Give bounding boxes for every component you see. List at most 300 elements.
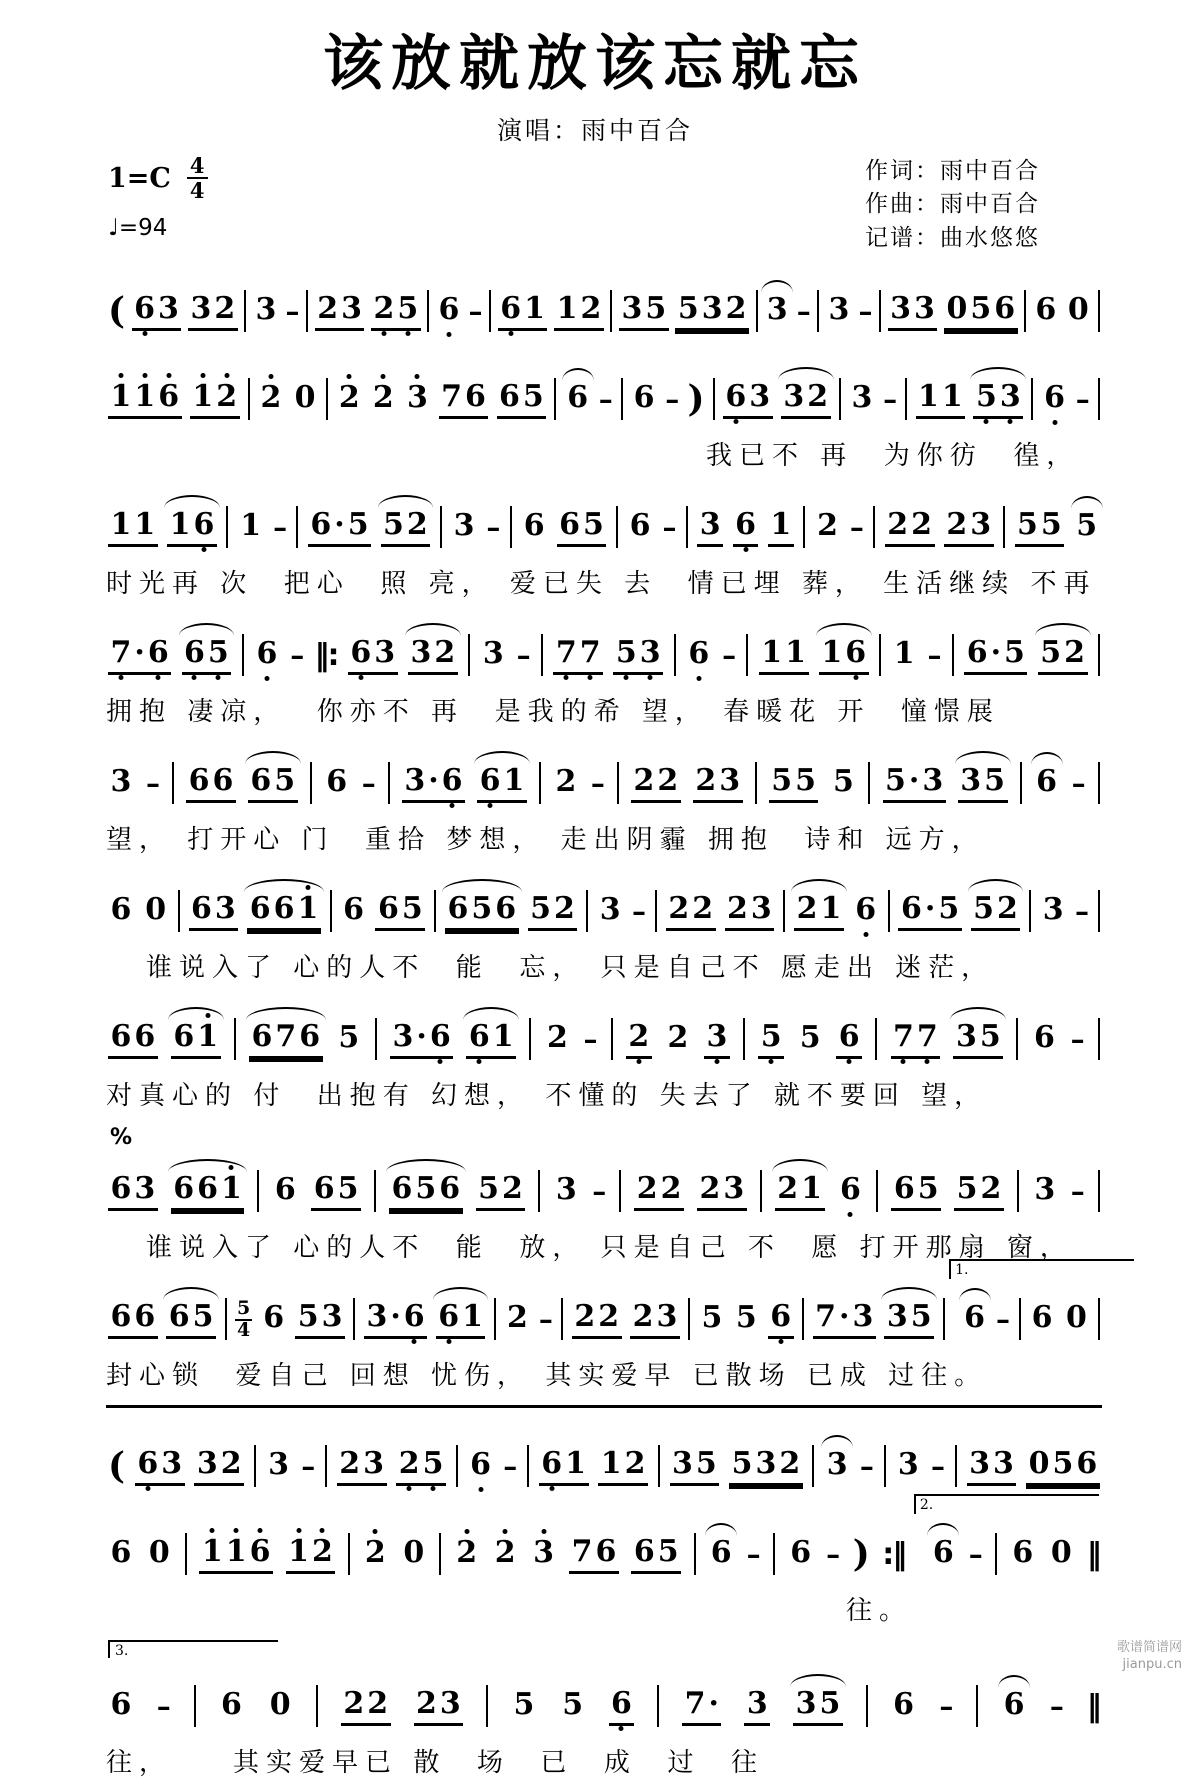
duration-dash: –: [516, 638, 531, 672]
note: 2: [624, 1445, 646, 1481]
note: 6: [438, 1298, 460, 1334]
note-group: [627, 509, 653, 545]
note-group: [686, 637, 712, 673]
note: 0: [1067, 292, 1089, 327]
note: 3: [699, 506, 721, 542]
note: 6: [273, 890, 295, 926]
note-group: [308, 508, 371, 547]
barline: [657, 1685, 659, 1727]
barline: [879, 290, 881, 332]
note: 6: [134, 1298, 156, 1334]
watermark-site-name: 歌谱简谱网: [1116, 1639, 1182, 1655]
note-group: [569, 1535, 619, 1574]
note: 3: [439, 1685, 461, 1721]
note: 3: [766, 292, 788, 327]
note-group: [466, 1020, 516, 1059]
barline: [257, 1170, 259, 1212]
note: 3: [392, 1018, 414, 1054]
note: 5: [819, 1685, 841, 1721]
barline: [510, 506, 512, 548]
lyrics-row: 望， 打开心 门 重拾 梦想， 走出阴霾 拥抱 诗和 远方，: [106, 825, 985, 855]
barline: [486, 1685, 488, 1727]
note: 5: [522, 378, 544, 414]
note-group: [895, 1448, 921, 1484]
score-line-5: [106, 741, 1102, 859]
barline: [743, 1018, 745, 1060]
duration-dash: –: [486, 510, 501, 544]
note-group: [793, 1687, 843, 1726]
barline: [541, 634, 543, 676]
duration-dash: –: [590, 766, 605, 800]
note-group: [758, 1020, 784, 1059]
note: 2: [260, 380, 282, 415]
note-group: [826, 293, 852, 329]
score-line-2: [106, 357, 1102, 475]
note: 1: [785, 634, 807, 670]
barline: [242, 634, 244, 676]
barline: [1024, 290, 1026, 332]
note: 2: [317, 290, 339, 326]
note: 2: [980, 1170, 1002, 1206]
barline: [879, 634, 881, 676]
note: 7: [555, 634, 577, 670]
note-group: [788, 1536, 814, 1572]
lyrics-row: 谁说入了 心的人不 能 放， 只是自己 不 愿 打开那扇 窗，: [146, 1233, 1073, 1263]
tempo-marking: ♩=94: [108, 215, 168, 241]
final-barline: ‖: [1086, 1688, 1100, 1724]
barline: [674, 634, 676, 676]
note: 3: [969, 1445, 990, 1481]
note: 6: [110, 1298, 132, 1334]
note-group: [135, 1447, 185, 1486]
score-line-9: [106, 1262, 1102, 1395]
note: 6: [523, 508, 545, 543]
note: 6: [158, 378, 180, 414]
note: 6: [110, 1170, 132, 1206]
note-group: [898, 892, 961, 931]
note-group: [733, 508, 759, 547]
note: 3: [890, 290, 912, 326]
note: 6: [313, 1170, 335, 1206]
note: 6: [310, 506, 332, 542]
barline: [554, 378, 556, 420]
note: 3: [755, 1445, 777, 1481]
note-group: [930, 1536, 956, 1572]
note: 0: [1065, 1300, 1087, 1335]
note-group: [504, 1301, 530, 1337]
note: 1: [462, 1298, 483, 1334]
note: 3: [482, 636, 504, 671]
note: 6: [464, 378, 486, 414]
note: 3: [897, 1447, 919, 1482]
note-group: [186, 764, 236, 803]
duration-dash: –: [503, 1449, 518, 1483]
repeat-begin-sign: ‖:: [314, 637, 338, 673]
barline: [353, 1298, 355, 1340]
note-group: [891, 1688, 917, 1724]
note-group: [1063, 1301, 1089, 1337]
note-group: [194, 1447, 244, 1486]
note-group: [108, 1300, 158, 1339]
barline: [178, 890, 180, 932]
note-group: [665, 1021, 691, 1057]
note: 2: [506, 1300, 528, 1335]
lyrics-row: 我已不 再 为你彷 徨，: [706, 441, 1080, 471]
barline: [306, 290, 308, 332]
note: 3: [656, 1298, 678, 1334]
note: 7: [571, 1533, 593, 1569]
note-group: [708, 1536, 734, 1572]
note: 7: [815, 1298, 836, 1334]
note: 5: [338, 1020, 360, 1055]
note-group: [704, 1020, 730, 1059]
note-group: [699, 1301, 725, 1337]
barline: [1016, 1018, 1018, 1060]
notes-row: [106, 1149, 1102, 1227]
duration-dash: –: [796, 294, 811, 328]
barline: [1098, 1298, 1100, 1340]
note: ·: [924, 890, 936, 926]
note-group: [813, 1300, 876, 1339]
note: 5: [1017, 506, 1038, 542]
note-group: [609, 1687, 635, 1726]
duration-dash: –: [631, 894, 646, 928]
note: 5: [645, 290, 667, 326]
barline: [234, 1018, 236, 1060]
barline: [802, 1298, 804, 1340]
note: 1: [761, 634, 783, 670]
note: 2: [547, 1020, 568, 1055]
note-group: [497, 380, 547, 419]
note: 6: [1012, 1535, 1034, 1570]
note-group: [560, 1688, 586, 1724]
note-group: [348, 636, 398, 675]
note: 3: [851, 380, 873, 415]
barline: [561, 1298, 563, 1340]
note: 5: [192, 1298, 214, 1334]
note-group: [324, 765, 350, 801]
note: 2: [699, 1170, 721, 1206]
note: 1: [192, 378, 214, 414]
note-group: [883, 764, 946, 803]
note: 6: [1036, 764, 1058, 799]
duration-dash: –: [849, 510, 864, 544]
note-group: [405, 381, 431, 417]
note: 6: [688, 636, 710, 671]
note-group: [1029, 1301, 1055, 1337]
note: 5: [471, 890, 493, 926]
note: 6: [299, 1018, 321, 1054]
note-group: [337, 1447, 387, 1486]
note: 6: [173, 1018, 195, 1054]
note-group: [973, 380, 1023, 419]
barline: [1098, 762, 1100, 804]
note: 2: [343, 1685, 365, 1721]
barline: [539, 762, 541, 804]
note-group: [436, 293, 462, 329]
duration-dash: –: [665, 382, 680, 416]
note-group: [266, 1448, 292, 1484]
barline: [658, 1445, 660, 1487]
note-group: [267, 1688, 293, 1724]
note: 5: [771, 762, 793, 798]
note-group: [108, 765, 134, 801]
note-group: [108, 508, 158, 547]
note: 6: [251, 1018, 273, 1054]
note: 6: [1034, 1020, 1055, 1055]
note-group: [408, 636, 458, 675]
score-line-3: [106, 485, 1102, 603]
note-group: [815, 509, 841, 545]
barline: [330, 890, 332, 932]
note: 5: [1076, 508, 1098, 543]
note-group: [108, 893, 134, 929]
note-group: [967, 1447, 1017, 1486]
barline: [1029, 890, 1031, 932]
note: 6: [429, 1018, 451, 1054]
note: 2: [555, 764, 577, 799]
note: ·: [334, 506, 345, 542]
note-group: [390, 1020, 453, 1059]
repeat-end-sign: :‖: [882, 1536, 906, 1572]
note: 5: [513, 1687, 535, 1722]
barline: [1098, 1170, 1100, 1212]
note: 5: [397, 290, 419, 326]
score-line-1: [106, 269, 1102, 347]
duration-dash: –: [1070, 1174, 1085, 1208]
note-group: [272, 1173, 298, 1209]
note: 6: [447, 890, 469, 926]
note: 2: [632, 1298, 654, 1334]
note-group: [108, 1020, 158, 1059]
segno-sign: %: [110, 1125, 133, 1150]
note: 6: [391, 1170, 413, 1206]
barline: [952, 634, 954, 676]
note: 2: [628, 1018, 650, 1054]
note: 6: [479, 762, 501, 798]
note: 5: [701, 1300, 723, 1335]
note-group: [189, 892, 239, 931]
note: 2: [398, 1445, 420, 1481]
note: 1: [503, 762, 525, 798]
barline: [943, 1298, 945, 1340]
barline: [746, 634, 748, 676]
note: 1: [893, 636, 915, 671]
note: 1: [201, 1533, 223, 1569]
notes-row: [106, 997, 1102, 1075]
barline: [783, 890, 785, 932]
barline: [773, 1533, 775, 1575]
note: 3: [672, 1445, 693, 1481]
note-group: [733, 1301, 759, 1337]
transcriber-credit: 记谱：曲水悠悠: [865, 224, 1040, 251]
note: 1: [600, 1445, 622, 1481]
note: 3: [214, 890, 236, 926]
barline: [713, 378, 715, 420]
note: 1: [225, 1533, 247, 1569]
note-group: [545, 1021, 571, 1057]
note-group: [451, 509, 477, 545]
note-group: [182, 636, 232, 675]
note-group: [468, 1448, 494, 1484]
note: 2: [373, 290, 395, 326]
duration-dash: –: [156, 1689, 171, 1723]
note-group: [613, 636, 663, 675]
note-group: [362, 1536, 388, 1572]
barline: [185, 1533, 187, 1575]
notes-row: [106, 613, 1102, 691]
note: 6: [438, 292, 460, 327]
note-group: [166, 1300, 216, 1339]
note-group: [693, 764, 743, 803]
duration-dash: –: [996, 1302, 1011, 1336]
note: 6: [110, 1018, 132, 1054]
barline: [686, 506, 688, 548]
note: 6: [212, 762, 234, 798]
note-group: [670, 1447, 720, 1486]
note: 2: [372, 380, 394, 415]
lyrics-row: 对真心的 付 出抱有 幻想， 不懂的 失去了 就不要回 望，: [106, 1081, 988, 1111]
volta-bracket: 3.: [108, 1640, 278, 1658]
note: ·: [416, 1018, 427, 1054]
note-group: [364, 1300, 427, 1339]
note-group: [292, 381, 318, 417]
note: 6: [595, 1533, 617, 1569]
note: 5: [383, 506, 404, 542]
note: 2: [598, 1298, 620, 1334]
note: 6: [710, 1535, 732, 1570]
note-group: [631, 381, 657, 417]
note-group: [884, 1300, 934, 1339]
note-group: [1074, 509, 1100, 545]
note: 6: [559, 506, 580, 542]
note: 6: [326, 764, 348, 799]
note: 6: [893, 1687, 914, 1722]
note-group: [725, 892, 775, 931]
note-group: [849, 381, 875, 417]
note: 6: [191, 890, 212, 926]
note: 3: [826, 1447, 848, 1482]
note-group: [1001, 1688, 1027, 1724]
duration-dash: –: [468, 294, 483, 328]
note: 3: [255, 292, 277, 327]
note-group: [769, 764, 819, 803]
note: 1: [524, 290, 545, 326]
note: 6: [343, 892, 365, 927]
note: 1: [770, 506, 792, 542]
note: 6: [633, 1533, 655, 1569]
note-group: [553, 765, 579, 801]
note: 6: [770, 1298, 792, 1334]
note: 6: [735, 506, 756, 542]
barline: [489, 290, 491, 332]
note: 0: [946, 290, 968, 326]
note-group: [248, 764, 298, 803]
note: 2: [364, 1535, 386, 1570]
note: 3: [190, 290, 212, 326]
note: 7: [110, 634, 132, 670]
time-signature-numerator: 4: [187, 155, 208, 179]
watermark-url: jianpu.cn: [1122, 1657, 1182, 1673]
note: 5: [337, 1170, 359, 1206]
duration-dash: –: [826, 1537, 841, 1571]
note-group: [1010, 1536, 1036, 1572]
note: 2: [580, 290, 602, 326]
note-group: [891, 1020, 941, 1059]
meter-change: [235, 1296, 252, 1341]
note-group: [253, 293, 279, 329]
section-separator: [106, 1405, 1102, 1408]
note-group: [480, 637, 506, 673]
note: 6: [893, 1170, 915, 1206]
note-group: [167, 508, 217, 547]
note-group: [553, 1173, 579, 1209]
note-group: [781, 380, 831, 419]
note: 6: [633, 380, 655, 415]
phrase-paren: ): [687, 378, 705, 420]
note: 3: [161, 1445, 183, 1481]
note-group: [445, 892, 519, 931]
note: 5: [422, 1445, 444, 1481]
barline: [976, 1685, 978, 1727]
note: ·: [839, 1298, 850, 1334]
note: 2: [406, 506, 428, 542]
mark-row: [106, 1125, 1102, 1149]
note: 6: [495, 890, 517, 926]
note-group: [401, 1536, 427, 1572]
note: 3: [914, 290, 935, 326]
barline: [434, 890, 436, 932]
note-group: [888, 292, 938, 331]
barline: [905, 378, 907, 420]
note-group: [190, 380, 240, 419]
note-group: [891, 1172, 941, 1211]
note: 5: [938, 890, 960, 926]
note: 5: [1052, 1445, 1074, 1481]
note: 2: [494, 1535, 516, 1570]
note: 3: [639, 634, 661, 670]
key-signature: [108, 155, 208, 201]
note: 7: [441, 378, 462, 414]
notes-row: [106, 357, 1102, 435]
note-group: [1015, 508, 1065, 547]
notes-row: [106, 1664, 1102, 1742]
notes-row: [106, 269, 1102, 347]
note-group: [381, 508, 431, 547]
note: 6: [964, 1300, 986, 1335]
note-group: [597, 893, 623, 929]
note: 1: [492, 1018, 514, 1054]
note-group: [1026, 1447, 1100, 1486]
note: 1: [110, 378, 132, 414]
note: 1: [221, 1170, 242, 1206]
note-group: [916, 380, 966, 419]
note-group: [249, 1020, 323, 1059]
note: 5: [415, 1170, 437, 1206]
barline: [225, 1298, 227, 1340]
note: 5: [979, 1018, 1001, 1054]
note-group: [682, 1687, 721, 1726]
score-line-11: [106, 1497, 1102, 1630]
note-group: [108, 1172, 158, 1211]
note-group: [675, 292, 749, 331]
note: 6: [840, 1172, 861, 1207]
note: 3: [795, 1685, 817, 1721]
note-group: [764, 293, 790, 329]
note: 2: [817, 508, 838, 543]
note: 0: [1028, 1445, 1050, 1481]
notes-row: [106, 485, 1102, 563]
